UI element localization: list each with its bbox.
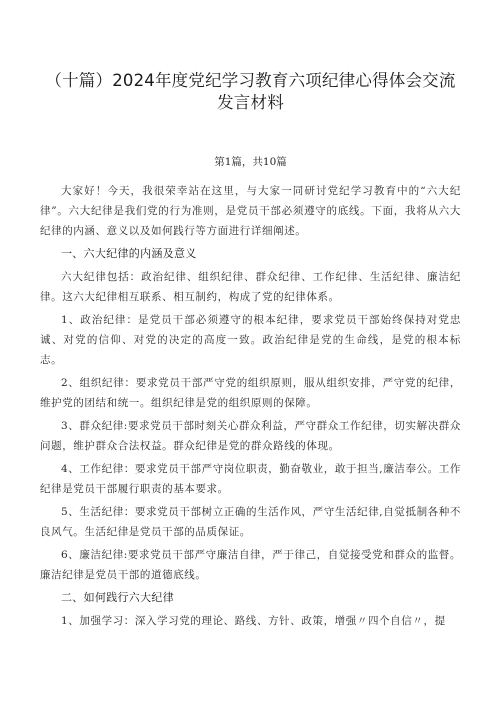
intro-paragraph: 大家好！今天，我很荣幸站在这里，与大家一同研讨党纪学习教育中的“六大纪律”。六大纪律是我们党的行为准则，是党员干部必须遵守的底线。下面，我将从六大纪律的内涵、意义以及如何践行等方面进行详细阐述。 — [40, 185, 461, 237]
discipline-item-integrity: 6、廉洁纪律:要求党员干部严守廉洁自律，严于律己，自觉接受党和群众的监督。廉洁纪律是党员干部的道德底线。 — [40, 549, 461, 581]
discipline-item-political: 1、政治纪律：是党员干部必须遵守的根本纪律，要求党员干部始终保持对党忠诚、对党的信仰、对党的决定的高度一致。政治纪律是党的生命线，是党的根本标志。 — [40, 314, 461, 366]
page-indicator: 第1篇，共10篇 — [214, 156, 287, 168]
discipline-item-life: 5、生活纪律：要求党员干部树立正确的生活作风，严守生活纪律,自觉抵制各种不良风气。生活纪律是党员干部的品质保证。 — [40, 506, 461, 538]
section-heading-1: 一、六大纪律的内涵及意义 — [61, 247, 197, 260]
document-title: （十篇）2024年度党纪学习教育六项纪律心得体会交流发言材料 — [45, 71, 456, 112]
discipline-item-organization: 2、组织纪律：要求党员干部严守党的组织原则，服从组织安排，严守党的纪律，维护党的团结和统一。组织纪律是党的组织原则的保障。 — [40, 377, 461, 409]
section-heading-2: 二、如何践行六大纪律 — [61, 591, 174, 604]
discipline-item-masses: 3、群众纪律:要求党员干部时刻关心群众利益，严守群众工作纪律，切实解决群众问题，维护群众合法权益。群众纪律是党的群众路线的体现。 — [40, 420, 461, 452]
section1-intro-paragraph: 六大纪律包括：政治纪律、组织纪律、群众纪律、工作纪律、生活纪律、廉洁纪律。这六大纪律相互联系、相互制约，构成了党的纪律体系。 — [40, 271, 461, 303]
section2-item-study: 1、加强学习：深入学习党的理论、路线、方针、政策，增强〃四个自信〃，提 — [61, 615, 446, 627]
discipline-item-work: 4、工作纪律：要求党员干部严守岗位职责，勤奋敬业，敢于担当,廉洁奉公。工作纪律是党员干部履行职责的基本要求。 — [40, 463, 461, 495]
